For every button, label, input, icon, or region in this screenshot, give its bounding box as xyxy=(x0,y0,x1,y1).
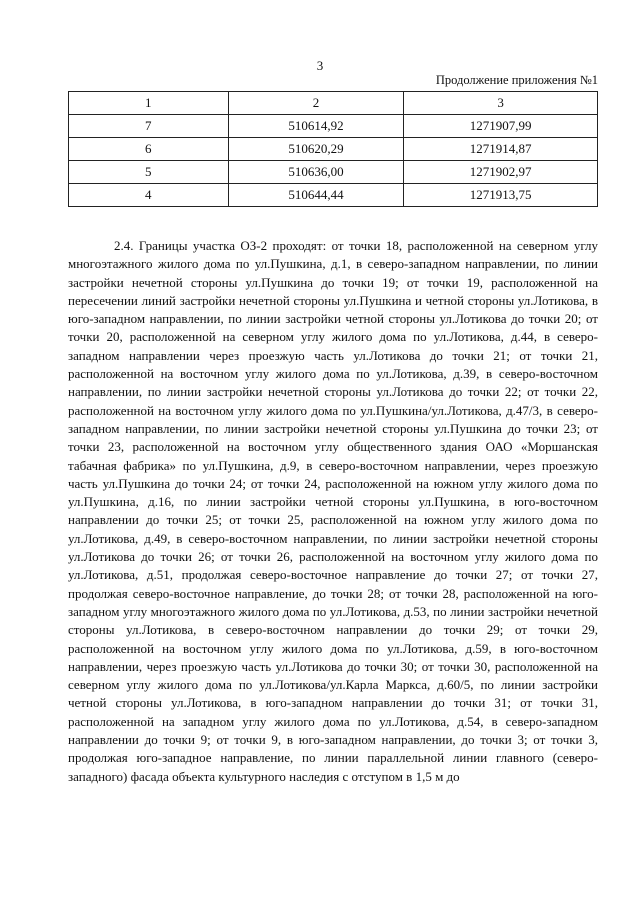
appendix-continuation-note: Продолжение приложения №1 xyxy=(435,73,598,87)
y-coordinate-cell: 1271902,97 xyxy=(404,161,598,184)
table-row xyxy=(69,138,598,161)
x-coordinate-cell: 510620,29 xyxy=(228,138,404,161)
header-cell-x: 2 xyxy=(228,92,404,115)
table-header-row xyxy=(69,92,598,115)
point-number-cell: 5 xyxy=(69,161,229,184)
table-row xyxy=(69,161,598,184)
page-number: 3 xyxy=(316,58,324,73)
point-number-cell: 6 xyxy=(69,138,229,161)
y-coordinate-cell: 1271914,87 xyxy=(404,138,598,161)
header-cell-point: 1 xyxy=(69,92,229,115)
x-coordinate-cell: 510644,44 xyxy=(228,184,404,207)
point-number-cell: 7 xyxy=(69,115,229,138)
header-cell-y: 3 xyxy=(404,92,598,115)
y-coordinate-cell: 1271907,99 xyxy=(404,115,598,138)
table-row xyxy=(69,115,598,138)
point-number-cell: 4 xyxy=(69,184,229,207)
x-coordinate-cell: 510614,92 xyxy=(228,115,404,138)
y-coordinate-cell: 1271913,75 xyxy=(404,184,598,207)
table-row xyxy=(69,184,598,207)
coordinates-table xyxy=(68,91,598,207)
x-coordinate-cell: 510636,00 xyxy=(228,161,404,184)
section-2-4-paragraph: 2.4. Границы участка ОЗ-2 проходят: от точки 18, расположенной на северном углу многоэтажного жилого дома по ул.Пушкина, д.1, в северо-западном направлении, по линии застройки нечетной стороны ул.Пушкина до точки 19; от точки 19, расположенной на пересечении линий застройки нечетной стороны ул.Пушкина и четной стороны ул.Лотикова, в юго-западном направлении, по линии застройки четной стороны ул.Лотикова до точки 20; от точки 20, расположенной на северном углу жилого дома по ул.Лотикова, д.44, в северо-западном направлении через проезжую часть ул.Лотикова до точки 21; от точки 21, расположенной на восточном углу жилого дома по ул.Лотикова, д.39, в северо-восточном направлении, по линии застройки нечетной стороны ул.Лотикова до точки 22; от точки 22, расположенной на восточном углу жилого дома по ул.Пушкина/ул.Лотикова, д.47/3, в северо-западном направлении, по линии застройки нечетной стороны ул.Пушкина до точки 23; от точки 23, расположенной на восточном углу общественного здания ОАО «Моршанская табачная фабрика» по ул.Пушкина, д.9, в северо-восточном направлении, через проезжую часть ул.Пушкина до точки 24; от точки 24, расположенной на южном углу жилого дома по ул.Пушкина, д.16, по линии застройки четной стороны ул.Пушкина, в юго-восточном направлении до точки 25; от точки 25, расположенной на южном углу жилого дома по ул.Лотикова, д.49, в северо-восточном направлении, по линии застройки нечетной стороны ул.Лотикова до точки 26; от точки 26, расположенной на восточном углу жилого дома по ул.Лотикова, д.51, продолжая северо-восточное направление до точки 27; от точки 27, продолжая северо-восточное направление, до точки 28; от точки 28, расположенной на юго-западном углу многоэтажного жилого дома по ул.Лотикова, д.53, по линии застройки нечетной стороны ул.Лотикова, в северо-восточном направлении до точки 29; от точки 29, расположенной на восточном углу жилого дома по ул.Лотикова, д.59, в юго-восточном направлении, через проезжую часть ул.Лотикова до точки 30; от точки 30, расположенной на северном углу жилого дома по ул.Лотикова/ул.Карла Маркса, д.60/5, по линии застройки четной стороны ул.Лотикова, в юго-западном направлении до точки 31; от точки 31, расположенной на западном углу жилого дома по ул.Лотикова, д.54, в северо-западном направлении до точки 9; от точки 9, в юго-западном направлении, до точки 3; от точки 3, продолжая юго-западное направление, по линии параллельной линии главного (северо-западного) фасада объекта культурного наследия с отступом в 1,5 м до xyxy=(68,238,598,784)
